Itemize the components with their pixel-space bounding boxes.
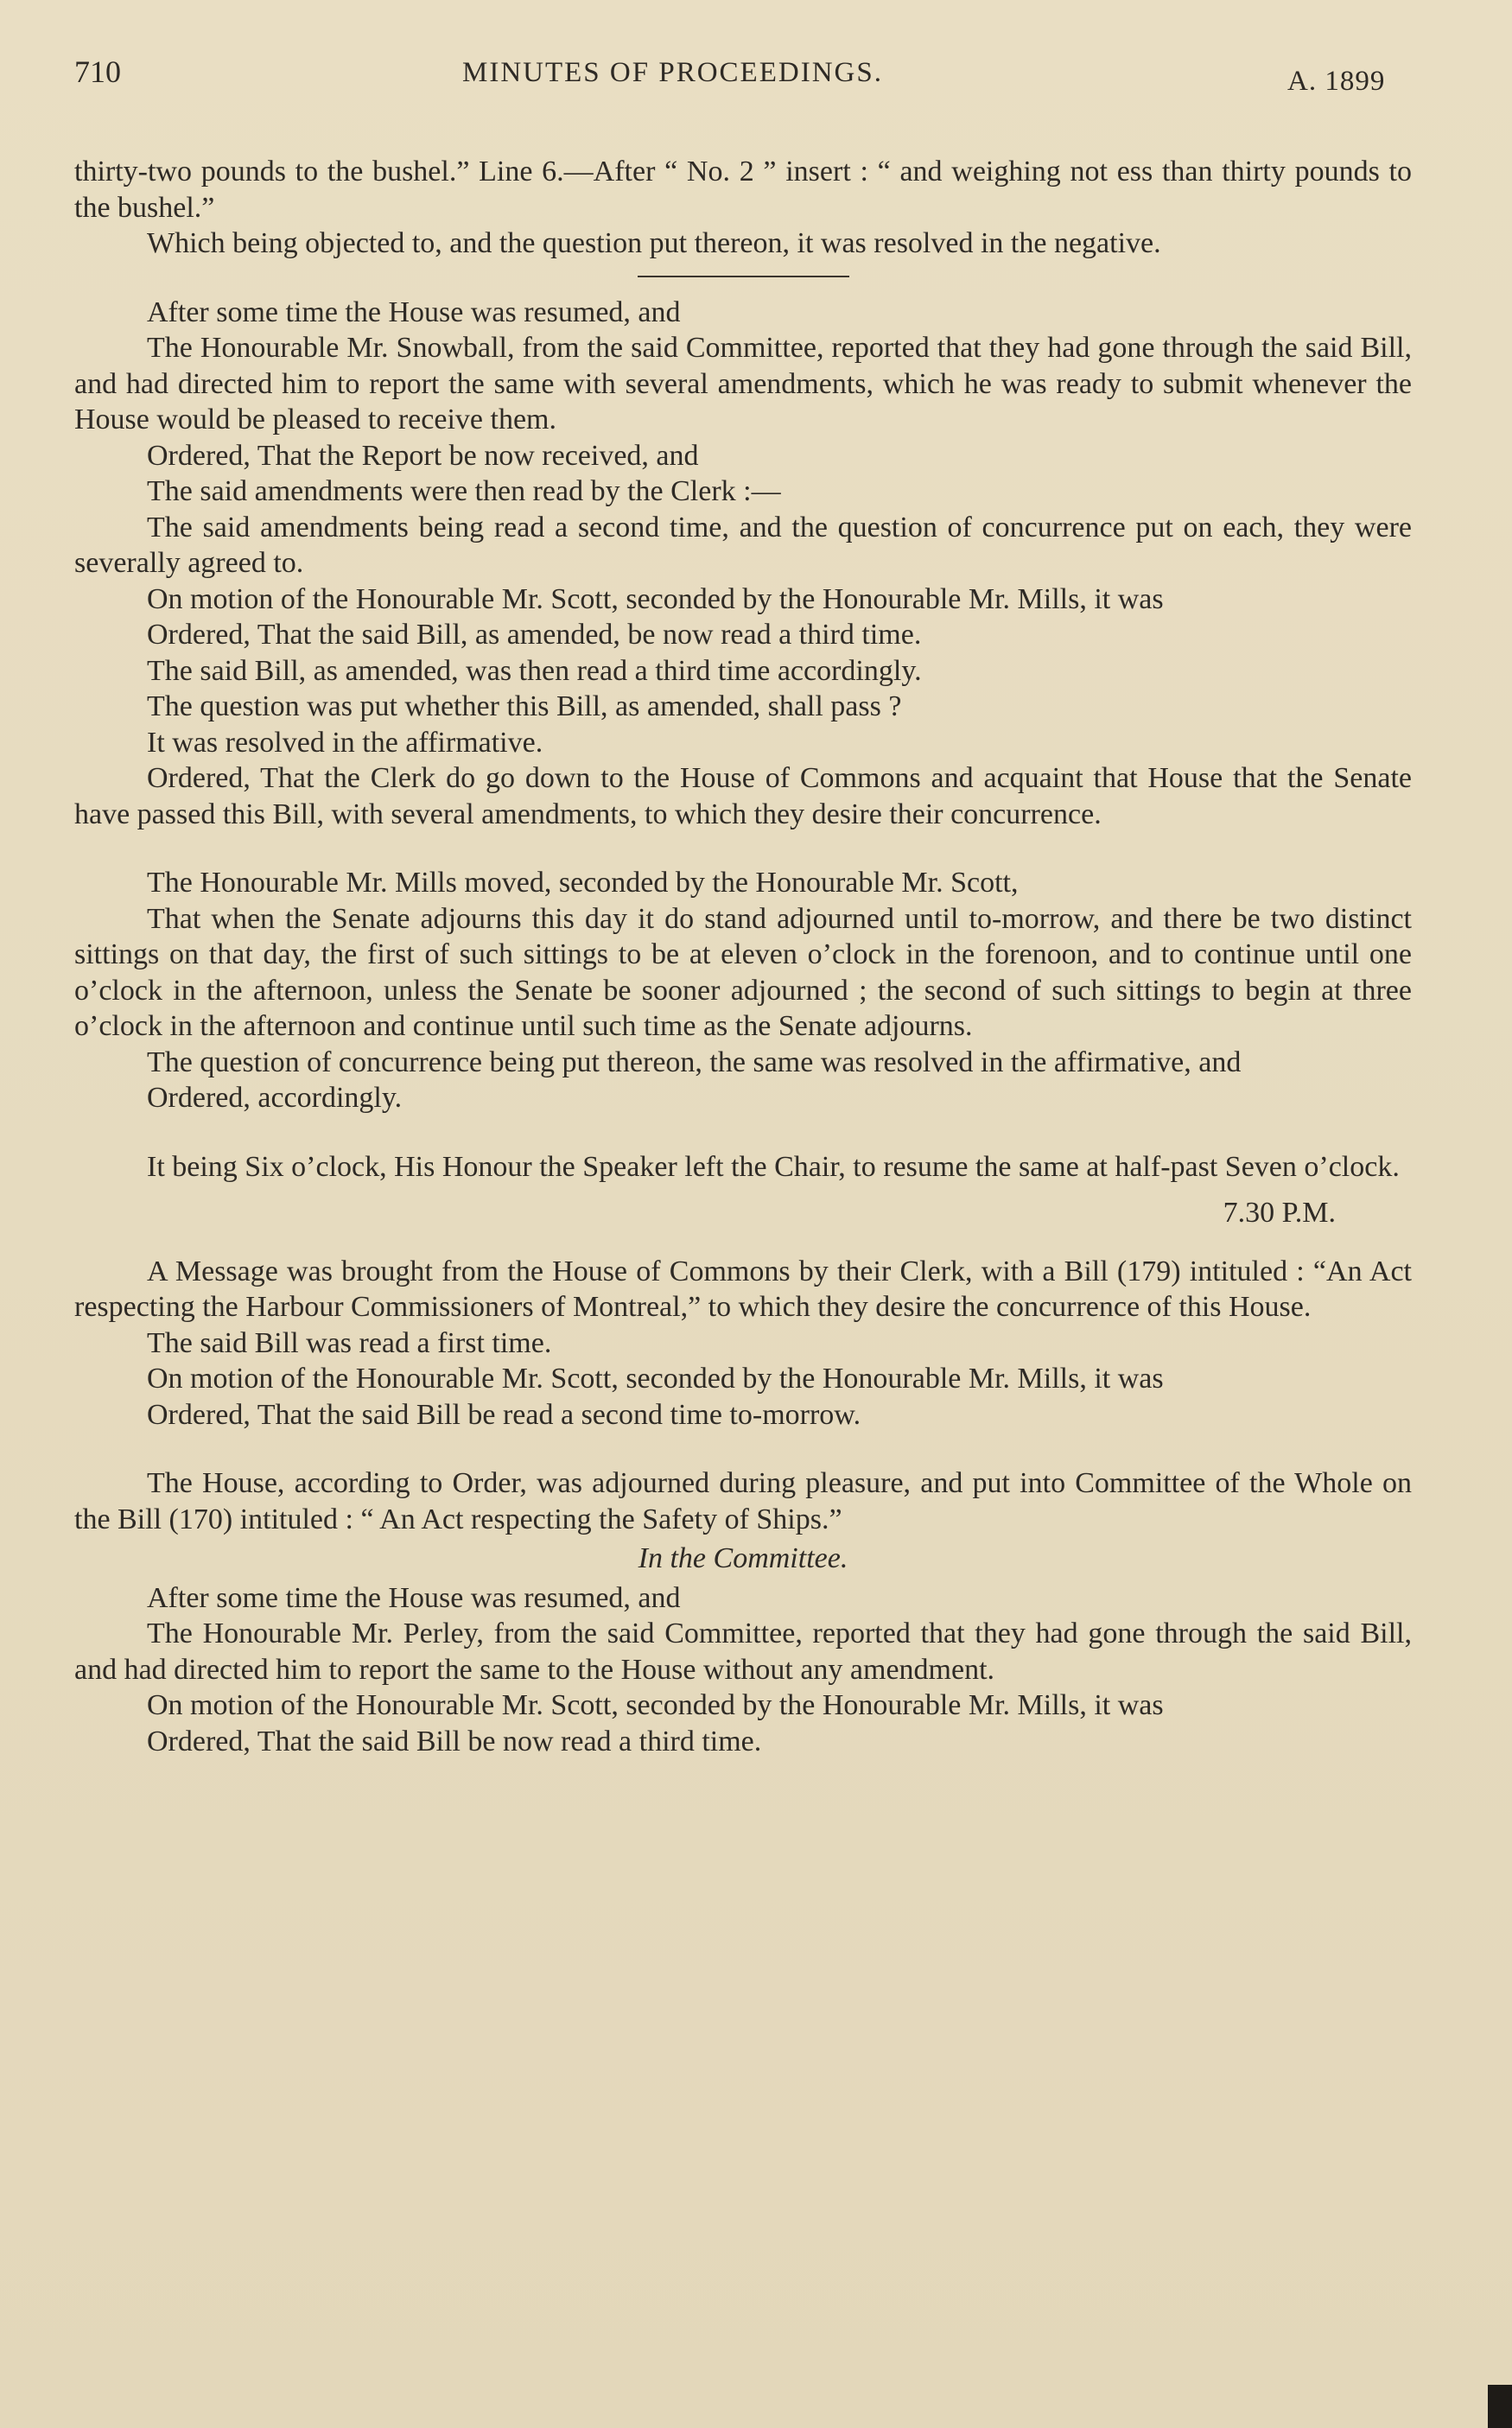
paragraph: A Message was brought from the House of Commons by their Clerk, with a Bill (179) intituled : “An Act respecting the Harbour Commissioners of Montreal,” to which they desire the concurrence of this House. bbox=[74, 1255, 1412, 1323]
paragraph: Ordered, accordingly. bbox=[147, 1082, 403, 1114]
paragraph: After some time the House was resumed, and bbox=[147, 296, 681, 328]
paragraph: Ordered, That the said Bill, as amended, be now read a third time. bbox=[147, 619, 922, 651]
paragraph: The question was put whether this Bill, as amended, shall pass ? bbox=[147, 690, 902, 722]
paragraph: It was resolved in the affirmative. bbox=[147, 726, 543, 759]
paragraph: The Honourable Mr. Perley, from the said Committee, reported that they had gone through the said Bill, and had directed him to report the same to the House without any amendment. bbox=[74, 1618, 1412, 1686]
paragraph: On motion of the Honourable Mr. Scott, seconded by the Honourable Mr. Mills, it was bbox=[147, 582, 1164, 615]
paragraph: The Honourable Mr. Mills moved, seconded by the Honourable Mr. Scott, bbox=[147, 867, 1019, 899]
paragraph: The said Bill was read a first time. bbox=[147, 1326, 552, 1359]
paragraph: After some time the House was resumed, and bbox=[147, 1581, 681, 1614]
paragraph: Ordered, That the Clerk do go down to the House of Commons and acquaint that House that the Senate have passed this Bill, with several amendments, to which they desire their concurrence. bbox=[74, 762, 1412, 830]
paragraph: Ordered, That the said Bill be read a second time to-morrow. bbox=[147, 1398, 861, 1431]
scan-edge-shadow bbox=[1488, 2385, 1512, 2428]
paragraph: The said amendments were then read by the Clerk :— bbox=[147, 475, 781, 507]
time-heading: 7.30 P.M. bbox=[1223, 1197, 1336, 1229]
section-divider bbox=[638, 276, 849, 277]
paragraph: Ordered, That the Report be now received, and bbox=[147, 439, 699, 472]
page-number: 710 bbox=[74, 54, 121, 89]
paragraph: It being Six o’clock, His Honour the Speaker left the Chair, to resume the same at half-past Seven o’clock. bbox=[147, 1150, 1400, 1183]
paragraph: The Honourable Mr. Snowball, from the said Committee, reported that they had gone through the said Bill, and had directed him to report the same with several amendments, which he was ready to submit whenever the House would be pleased to receive them. bbox=[74, 332, 1412, 435]
running-title: MINUTES OF PROCEEDINGS. bbox=[462, 57, 883, 88]
page-body bbox=[74, 154, 1412, 1759]
paragraph: thirty-two pounds to the bushel.” Line 6.—After “ No. 2 ” insert : “ and weighing not ess than thirty pounds to the bushel.” bbox=[74, 156, 1412, 224]
spacer bbox=[74, 1433, 1412, 1465]
paragraph: On motion of the Honourable Mr. Scott, seconded by the Honourable Mr. Mills, it was bbox=[147, 1363, 1164, 1395]
paragraph: Which being objected to, and the question put thereon, it was resolved in the negative. bbox=[147, 227, 1161, 259]
paragraph: That when the Senate adjourns this day it do stand adjourned until to-morrow, and there be two distinct sittings on that day, the first of such sittings to be at eleven o’clock in the forenoon, and to continue until one o’clock in the afternoon, unless the Senate be sooner adjourned ; the second of such sittings to begin at three o’clock in the afternoon and continue until such time as the Senate adjourns. bbox=[74, 902, 1412, 1042]
page-header bbox=[0, 54, 1512, 105]
paragraph: Ordered, That the said Bill be now read a third time. bbox=[147, 1725, 762, 1757]
paragraph: The said amendments being read a second time, and the question of concurrence put on each, they were severally agreed to. bbox=[74, 511, 1412, 579]
paragraph: The question of concurrence being put thereon, the same was resolved in the affirmative, and bbox=[147, 1046, 1242, 1078]
spacer bbox=[74, 832, 1412, 865]
paragraph: The said Bill, as amended, was then read a third time accordingly. bbox=[147, 654, 922, 687]
spacer bbox=[74, 1116, 1412, 1149]
session-year: A. 1899 bbox=[1287, 66, 1386, 97]
paragraph: On motion of the Honourable Mr. Scott, seconded by the Honourable Mr. Mills, it was bbox=[147, 1689, 1164, 1721]
paragraph: The House, according to Order, was adjourned during pleasure, and put into Committee of the Whole on the Bill (170) intituled : “ An Act respecting the Safety of Ships.” bbox=[74, 1467, 1412, 1535]
committee-heading: In the Committee. bbox=[638, 1542, 848, 1574]
